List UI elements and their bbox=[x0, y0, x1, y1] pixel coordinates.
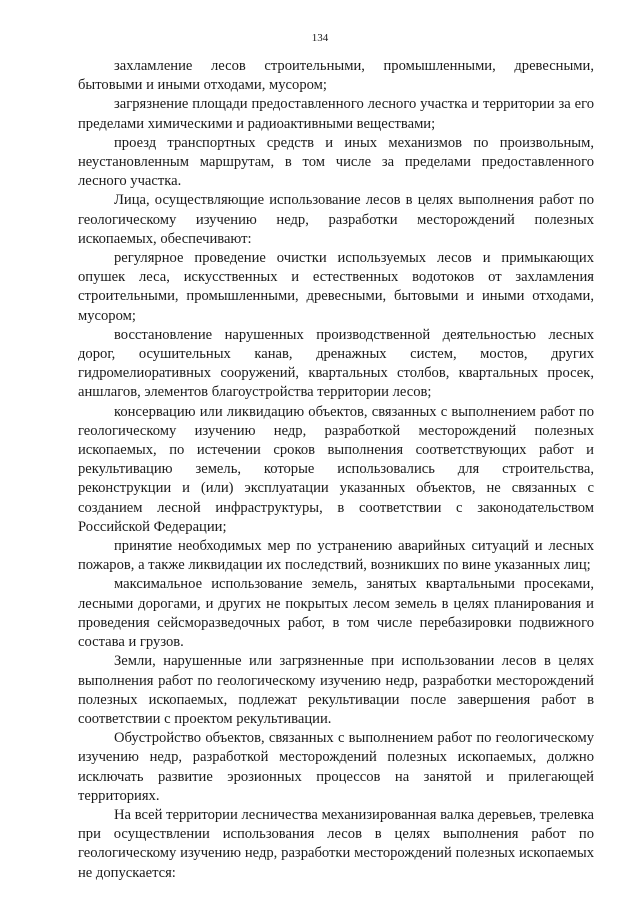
paragraph: принятие необходимых мер по устранению аварийных ситуаций и лесных пожаров, а также ликвидации их последствий, возникших по вине указанных лиц; bbox=[78, 538, 594, 574]
paragraph: захламление лесов строительными, промышленными, древесными, бытовыми и иными отходами, мусором; bbox=[78, 58, 594, 94]
paragraph: регулярное проведение очистки используемых лесов и примыкающих опушек леса, искусственных и естественных водотоков от захламления строительными, промышленными, древесными, бытовыми и иными отходами, мусором; bbox=[78, 250, 594, 324]
paragraph: максимальное использование земель, занятых квартальными просеками, лесными дорогами, и других не покрытых лесом земель в целях планирования и проведения сейсморазведочных работ, в том числе перебазировки подвижного состава и грузов. bbox=[78, 576, 594, 651]
paragraph: Обустройство объектов, связанных с выполнением работ по геологическому изучению недр, разработкой месторождений полезных ископаемых, должно исключать развитие эрозионных процессов на занятой и прилегающей территориях. bbox=[78, 730, 594, 804]
paragraph: проезд транспортных средств и иных механизмов по произвольным, неустановленным маршрутам, в том числе за пределами предоставленного лесного участка. bbox=[78, 134, 594, 190]
paragraph: консервацию или ликвидацию объектов, связанных с выполнением работ по геологическому изучению недр, разработкой месторождений полезных ископаемых, по истечении сроков выполнения соответствующих работ и рекультивацию земель, которые использовались для строительства, реконструкции и (или) эксплуатации указанных объектов, не связанных с созданием лесной инфраструктуры, в соответствии с законодательством Российской Федерации; bbox=[78, 403, 594, 535]
paragraph: На всей территории лесничества механизированная валка деревьев, трелевка при осуществлении использования лесов в целях выполнения работ по геологическому изучению недр, разработки месторождений полезных ископаемых не допускается: bbox=[78, 806, 594, 881]
paragraph: восстановление нарушенных производственной деятельностью лесных дорог, осушительных канав, дренажных систем, мостов, других гидромелиоративных сооружений, квартальных столбов, квартальных просек, аншлагов, элементов благоустройства территории лесов; bbox=[78, 326, 594, 401]
paragraph: загрязнение площади предоставленного лесного участка и территории за его пределами химическими и радиоактивными веществами; bbox=[78, 96, 594, 132]
paragraph: Лица, осуществляющие использование лесов в целях выполнения работ по геологическому изучению недр, разработки месторождений полезных ископаемых, обеспечивают: bbox=[78, 192, 594, 247]
document-body bbox=[78, 57, 594, 883]
paragraph: Земли, нарушенные или загрязненные при использовании лесов в целях выполнения работ по геологическому изучению недр, разработки месторождений полезных ископаемых, подлежат рекультивации после завершения работ в соответствии с проектом рекультивации. bbox=[78, 653, 594, 727]
page-number: 134 bbox=[311, 32, 329, 44]
